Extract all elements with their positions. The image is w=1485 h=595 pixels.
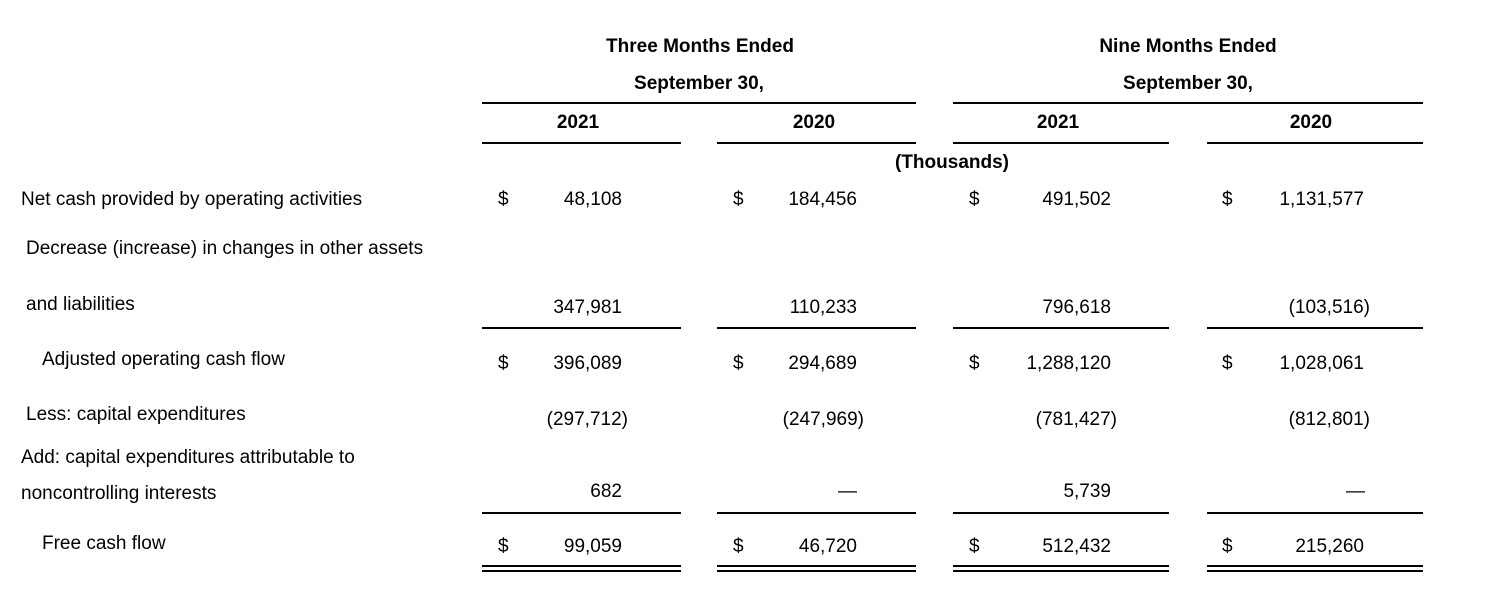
cell-value: 347,981 [553, 297, 622, 318]
double-rule-top-2 [717, 565, 916, 567]
subtotal-rule-3 [953, 327, 1169, 329]
cell-value: 512,432 [1042, 536, 1111, 557]
row-label-add-capex-cont: noncontrolling interests [21, 483, 217, 504]
double-rule-top-1 [482, 565, 681, 567]
cell-value: 796,618 [1042, 297, 1111, 318]
dollar-sign: $ [498, 353, 509, 374]
cell-value: 99,059 [563, 536, 622, 557]
total-rule-4 [1207, 512, 1423, 514]
year-2020-three: 2020 [792, 112, 836, 133]
cell-value: 491,502 [1042, 189, 1111, 210]
year-2021-three: 2021 [556, 112, 600, 133]
cell-value: 1,131,577 [1279, 189, 1364, 210]
cell-value: 46,720 [798, 536, 857, 557]
dollar-sign: $ [733, 536, 744, 557]
cell-value: 294,689 [788, 353, 857, 374]
header-three-months: Three Months Ended [606, 36, 794, 57]
dollar-sign: $ [1222, 536, 1233, 557]
cell-value: 48,108 [563, 189, 622, 210]
row-label-free-cash-flow: Free cash flow [42, 533, 166, 554]
header-sept30-nine: September 30, [1123, 73, 1253, 94]
cell-value: (812,801) [1288, 409, 1370, 430]
cell-value: 110,233 [789, 297, 857, 318]
header-rule-three [482, 102, 916, 104]
cell-value: (247,969) [782, 409, 864, 430]
header-nine-months: Nine Months Ended [1099, 36, 1277, 57]
row-label-decrease-cont: and liabilities [26, 294, 135, 315]
row-label-adjusted: Adjusted operating cash flow [42, 349, 285, 370]
cell-value: (103,516) [1288, 297, 1370, 318]
double-rule-bottom-3 [953, 570, 1169, 572]
row-label-net-cash: Net cash provided by operating activities [21, 189, 363, 210]
cell-value: 215,260 [1295, 536, 1364, 557]
cell-value: 184,456 [788, 189, 857, 210]
total-rule-2 [717, 512, 916, 514]
dollar-sign: $ [733, 189, 744, 210]
row-label-add-capex: Add: capital expenditures attributable to [21, 447, 355, 468]
units-label: (Thousands) [895, 152, 1009, 173]
double-rule-bottom-4 [1207, 570, 1423, 572]
dollar-sign: $ [969, 353, 980, 374]
cell-value: 1,288,120 [1026, 353, 1111, 374]
year-rule-2 [717, 142, 916, 144]
double-rule-top-3 [953, 565, 1169, 567]
double-rule-bottom-1 [482, 570, 681, 572]
year-2021-nine: 2021 [1036, 112, 1080, 133]
dollar-sign: $ [1222, 189, 1233, 210]
total-rule-1 [482, 512, 681, 514]
dollar-sign: $ [498, 189, 509, 210]
double-rule-top-4 [1207, 565, 1423, 567]
total-rule-3 [953, 512, 1169, 514]
cell-value: 5,739 [1063, 481, 1111, 502]
cell-value: (297,712) [546, 409, 628, 430]
subtotal-rule-2 [717, 327, 916, 329]
header-rule-nine [953, 102, 1423, 104]
row-label-decrease: Decrease (increase) in changes in other assets [26, 238, 424, 259]
row-label-capex: Less: capital expenditures [26, 404, 246, 425]
cell-value: — [1346, 481, 1365, 502]
cell-value: (781,427) [1035, 409, 1117, 430]
header-sept30-three: September 30, [634, 73, 764, 94]
double-rule-bottom-2 [717, 570, 916, 572]
cell-value: 682 [590, 481, 622, 502]
dollar-sign: $ [1222, 353, 1233, 374]
cell-value: — [838, 481, 857, 502]
subtotal-rule-1 [482, 327, 681, 329]
year-2020-nine: 2020 [1289, 112, 1333, 133]
dollar-sign: $ [969, 189, 980, 210]
subtotal-rule-4 [1207, 327, 1423, 329]
year-rule-3 [953, 142, 1169, 144]
dollar-sign: $ [969, 536, 980, 557]
cell-value: 1,028,061 [1279, 353, 1364, 374]
dollar-sign: $ [733, 353, 744, 374]
cell-value: 396,089 [553, 353, 622, 374]
year-rule-4 [1207, 142, 1423, 144]
dollar-sign: $ [498, 536, 509, 557]
year-rule-1 [482, 142, 681, 144]
